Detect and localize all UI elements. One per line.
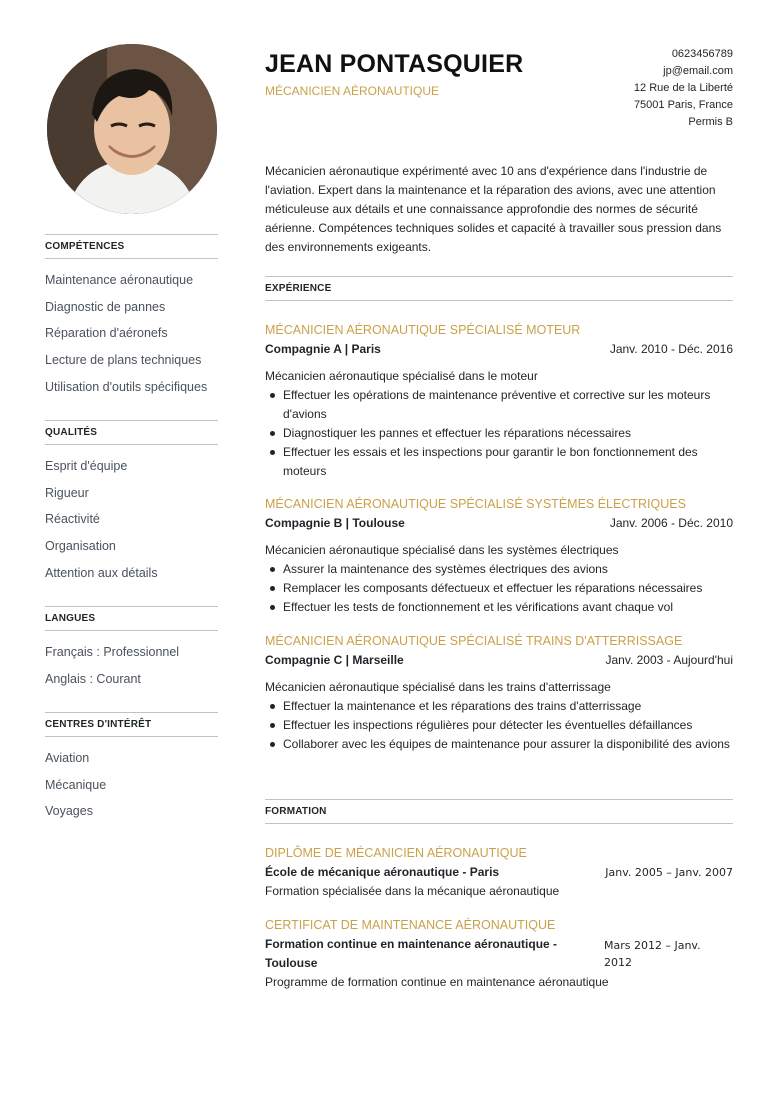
education-school: Formation continue en maintenance aéronautique - Toulouse [265,937,558,970]
list-item: Lecture de plans techniques [45,353,202,368]
phone: 0623456789 [671,48,733,60]
experience-dates: Janv. 2006 - Déc. 2010 [609,516,733,530]
list-item: Assurer la maintenance des systèmes électriques des avions [265,560,733,579]
interests-title: CENTRES D'INTÉRÊT [45,712,218,737]
list-item: Organisation [45,539,116,554]
list-item: Voyages [45,804,93,819]
experience-dates: Janv. 2003 - Aujourd'hui [605,653,733,667]
experience-bullets [265,697,733,754]
list-item: Rigueur [45,485,89,500]
experience-dates: Janv. 2010 - Déc. 2016 [609,342,733,356]
list-item: Remplacer les composants défectueux et effectuer les réparations nécessaires [265,579,733,598]
list-item: Effectuer la maintenance et les réparations des trains d'atterrissage [265,697,733,716]
experience-bullets [265,560,733,617]
education-degree: DIPLÔME DE MÉCANICIEN AÉRONAUTIQUE [265,846,527,860]
experience-company: Compagnie C | Marseille [265,653,404,667]
list-item: Réparation d'aéronefs [45,326,168,341]
interests-list [45,748,218,828]
skills-list [45,270,218,403]
experience-description: Mécanicien aéronautique spécialisé dans les trains d'atterrissage [265,680,611,694]
qualities-title: QUALITÉS [45,420,218,445]
skills-section [45,234,218,403]
list-item: Français : Professionnel [45,645,180,659]
list-item: Aviation [45,751,90,765]
skills-title: COMPÉTENCES [45,234,218,259]
list-item: Maintenance aéronautique [45,273,194,287]
list-item: Mécanique [45,777,107,792]
experience-position: MÉCANICIEN AÉRONAUTIQUE SPÉCIALISÉ TRAINS D'ATTERRISSAGE [265,634,683,648]
experience-position: MÉCANICIEN AÉRONAUTIQUE SPÉCIALISÉ SYSTÈMES ÉLECTRIQUES [265,497,686,511]
interests-section [45,712,218,828]
languages-list [45,642,218,695]
list-item: Diagnostiquer les pannes et effectuer les réparations nécessaires [265,424,733,443]
languages-section [45,606,218,695]
experience-item [265,495,733,617]
candidate-name: JEAN PONTASQUIER [265,50,524,78]
experience-description: Mécanicien aéronautique spécialisé dans les systèmes électriques [265,543,619,557]
education-dates: Janv. 2005 – Janv. 2007 [605,866,733,879]
list-item: Attention aux détails [45,565,158,580]
education-school: École de mécanique aéronautique - Paris [265,865,500,879]
list-item: Diagnostic de pannes [45,299,166,314]
list-item: Effectuer les inspections régulières pour détecter les éventuelles défaillances [265,716,733,735]
list-item: Effectuer les opérations de maintenance préventive et corrective sur les moteurs d'avions [265,386,733,424]
experience-bullets [265,386,733,481]
education-degree: CERTIFICAT DE MAINTENANCE AÉRONAUTIQUE [265,918,556,932]
qualities-list [45,456,218,589]
profile-photo [47,44,217,214]
list-item: Effectuer les essais et les inspections pour garantir le bon fonctionnement des moteurs [265,443,733,481]
list-item: Réactivité [45,512,100,527]
education-description: Formation spécialisée dans la mécanique aéronautique [265,884,560,898]
contact-info [634,46,733,131]
experience-title: EXPÉRIENCE [265,276,733,301]
experience-description: Mécanicien aéronautique spécialisé dans le moteur [265,369,538,383]
email: jp@email.com [663,65,733,77]
experience-item [265,632,733,754]
list-item: Esprit d'équipe [45,459,128,473]
education-item [265,844,733,901]
experience-position: MÉCANICIEN AÉRONAUTIQUE SPÉCIALISÉ MOTEUR [265,323,581,337]
job-title: MÉCANICIEN AÉRONAUTIQUE [265,84,440,98]
experience-company: Compagnie B | Toulouse [265,516,405,530]
education-description: Programme de formation continue en maintenance aéronautique [265,975,609,989]
profile-summary: Mécanicien aéronautique expérimenté avec 10 ans d'expérience dans l'industrie de l'aviation. Expert dans la maintenance et la réparation des avions, avec une attention méticuleuse aux détails et une connaissance approfondie des normes de sécurité aérienne. Compétences techniques solides et capacité à travailler sous pression dans des environnements exigeants. [265,164,722,254]
experience-item [265,321,733,481]
list-item: Anglais : Courant [45,671,141,686]
address-street: 12 Rue de la Liberté [633,82,733,94]
education-title: FORMATION [265,799,733,824]
list-item: Collaborer avec les équipes de maintenance pour assurer la disponibilité des avions [265,735,733,754]
list-item: Effectuer les tests de fonctionnement et les vérifications avant chaque vol [265,598,733,617]
experience-company: Compagnie A | Paris [265,342,381,356]
list-item: Utilisation d'outils spécifiques [45,379,208,394]
driving-license: Permis B [688,116,733,128]
address-city: 75001 Paris, France [633,99,733,111]
education-dates: Mars 2012 – Janv. 2012 [604,939,701,969]
education-item [265,916,733,992]
qualities-section [45,420,218,589]
languages-title: LANGUES [45,606,218,631]
